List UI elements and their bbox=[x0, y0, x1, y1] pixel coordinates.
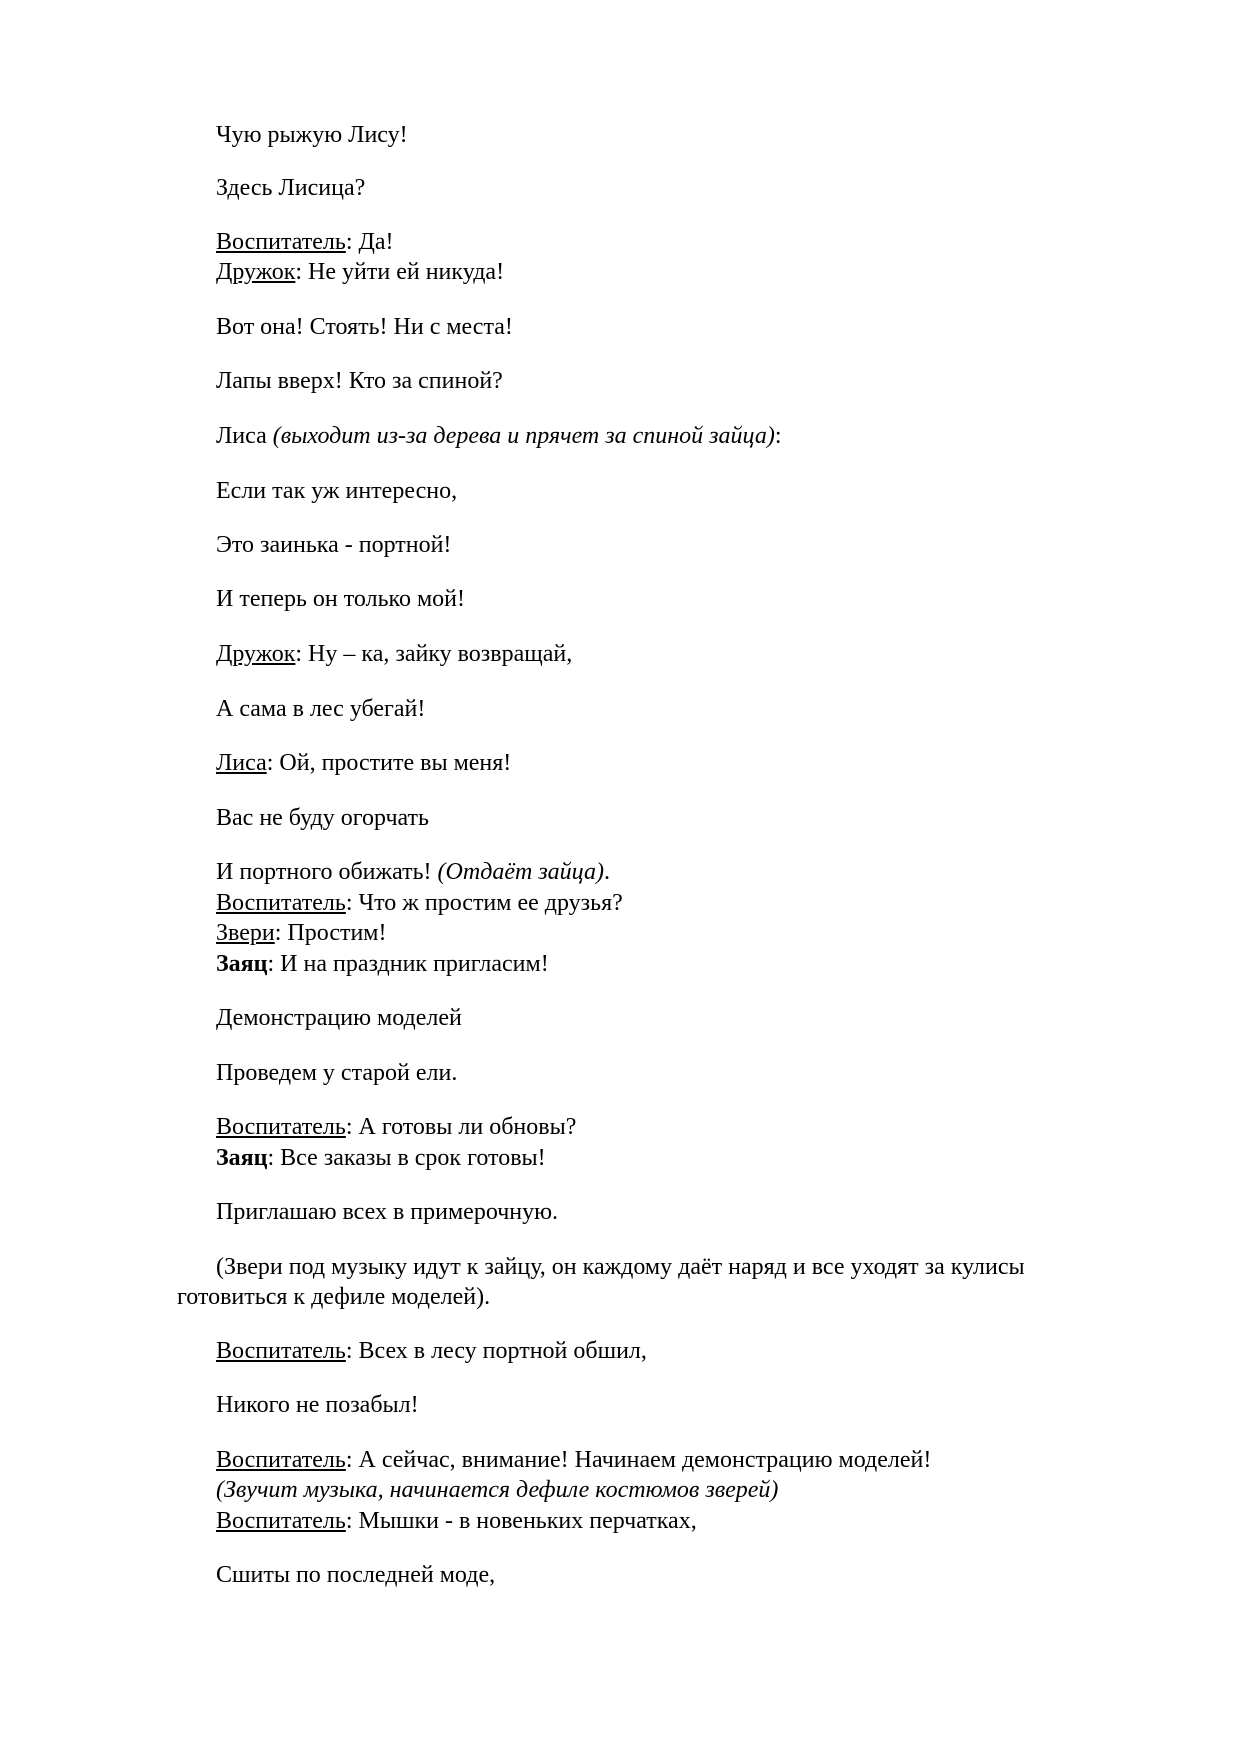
text-line: Здесь Лисица? bbox=[216, 175, 366, 201]
speaker-name: Воспитатель bbox=[216, 890, 346, 916]
dialogue-text: : И на праздник пригласим! bbox=[267, 951, 549, 977]
speaker-name: Воспитатель bbox=[216, 1338, 346, 1364]
text-line: Демонстрацию моделей bbox=[216, 1005, 462, 1031]
speaker-name: Воспитатель bbox=[216, 1508, 346, 1534]
dialogue-text: : А готовы ли обновы? bbox=[345, 1114, 577, 1140]
dialogue-line bbox=[216, 227, 394, 257]
dialogue-line bbox=[216, 421, 782, 451]
dialogue-text: : Не уйти ей никуда! bbox=[295, 259, 505, 285]
stage-direction: (выходит из-за дерева и прячет за спиной зайца) bbox=[272, 423, 775, 449]
dialogue-text: : Ой, простите вы меня! bbox=[266, 750, 512, 776]
dialogue-text: : Простим! bbox=[274, 920, 387, 946]
dialogue-text: : Что ж простим ее друзья? bbox=[345, 890, 623, 916]
dialogue-text: : Ну – ка, зайку возвращай, bbox=[295, 641, 573, 667]
dialogue-text: : Всех в лесу портной обшил, bbox=[345, 1338, 647, 1364]
stage-direction-paragraph: (Звери под музыку идут к зайцу, он каждому даёт наряд и все уходят за кулисы bbox=[216, 1254, 1025, 1280]
dialogue-line bbox=[216, 949, 549, 979]
stage-direction: (Отдаёт зайца) bbox=[437, 859, 604, 885]
dialogue-line bbox=[216, 857, 610, 887]
text-line: И теперь он только мой! bbox=[216, 586, 465, 612]
stage-direction-paragraph: готовиться к дефиле моделей). bbox=[177, 1284, 491, 1310]
text-line: Сшиты по последней моде, bbox=[216, 1562, 496, 1588]
dialogue-line bbox=[216, 918, 386, 948]
speaker-name: Дружок bbox=[216, 259, 296, 285]
text-line: Приглашаю всех в примерочную. bbox=[216, 1199, 559, 1225]
speaker-name: Заяц bbox=[216, 1145, 268, 1171]
dialogue-text: : А сейчас, внимание! Начинаем демонстрацию моделей! bbox=[345, 1447, 932, 1473]
text-line: Никого не позабыл! bbox=[216, 1392, 419, 1418]
dialogue-text: : Мышки - в новеньких перчатках, bbox=[345, 1508, 697, 1534]
dialogue-text: : Все заказы в срок готовы! bbox=[267, 1145, 546, 1171]
text-line: Лапы вверх! Кто за спиной? bbox=[216, 368, 503, 394]
stage-direction: (Звучит музыка, начинается дефиле костюмов зверей) bbox=[216, 1477, 779, 1503]
dialogue-line bbox=[216, 1506, 697, 1536]
text-line: Вас не буду огорчать bbox=[216, 805, 429, 831]
speaker-name: Лиса bbox=[216, 423, 273, 449]
text-line: Это заинька - портной! bbox=[216, 532, 452, 558]
speaker-name: Воспитатель bbox=[216, 229, 346, 255]
dialogue-line bbox=[216, 888, 623, 918]
text-line: Вот она! Стоять! Ни с места! bbox=[216, 314, 513, 340]
dialogue-line bbox=[216, 1143, 546, 1173]
speaker-name: Заяц bbox=[216, 951, 268, 977]
speaker-name: Звери bbox=[216, 920, 275, 946]
text-line: А сама в лес убегай! bbox=[216, 696, 426, 722]
dialogue-text: . bbox=[603, 859, 610, 885]
text-line: Проведем у старой ели. bbox=[216, 1060, 458, 1086]
speaker-name: Лиса bbox=[216, 750, 267, 776]
speaker-name: Дружок bbox=[216, 641, 296, 667]
dialogue-text: : Да! bbox=[345, 229, 394, 255]
dialogue-text: : bbox=[774, 423, 782, 449]
dialogue-line bbox=[216, 257, 504, 287]
dialogue-line bbox=[216, 1445, 931, 1475]
text-line: Чую рыжую Лису! bbox=[216, 122, 408, 148]
dialogue-line bbox=[216, 1336, 647, 1366]
speaker-name: Воспитатель bbox=[216, 1447, 346, 1473]
dialogue-line bbox=[216, 639, 572, 669]
text-line: Если так уж интересно, bbox=[216, 478, 458, 504]
dialogue-line bbox=[216, 1112, 576, 1142]
speaker-name: Воспитатель bbox=[216, 1114, 346, 1140]
dialogue-line bbox=[216, 748, 511, 778]
dialogue-text: И портного обижать! bbox=[216, 859, 438, 885]
